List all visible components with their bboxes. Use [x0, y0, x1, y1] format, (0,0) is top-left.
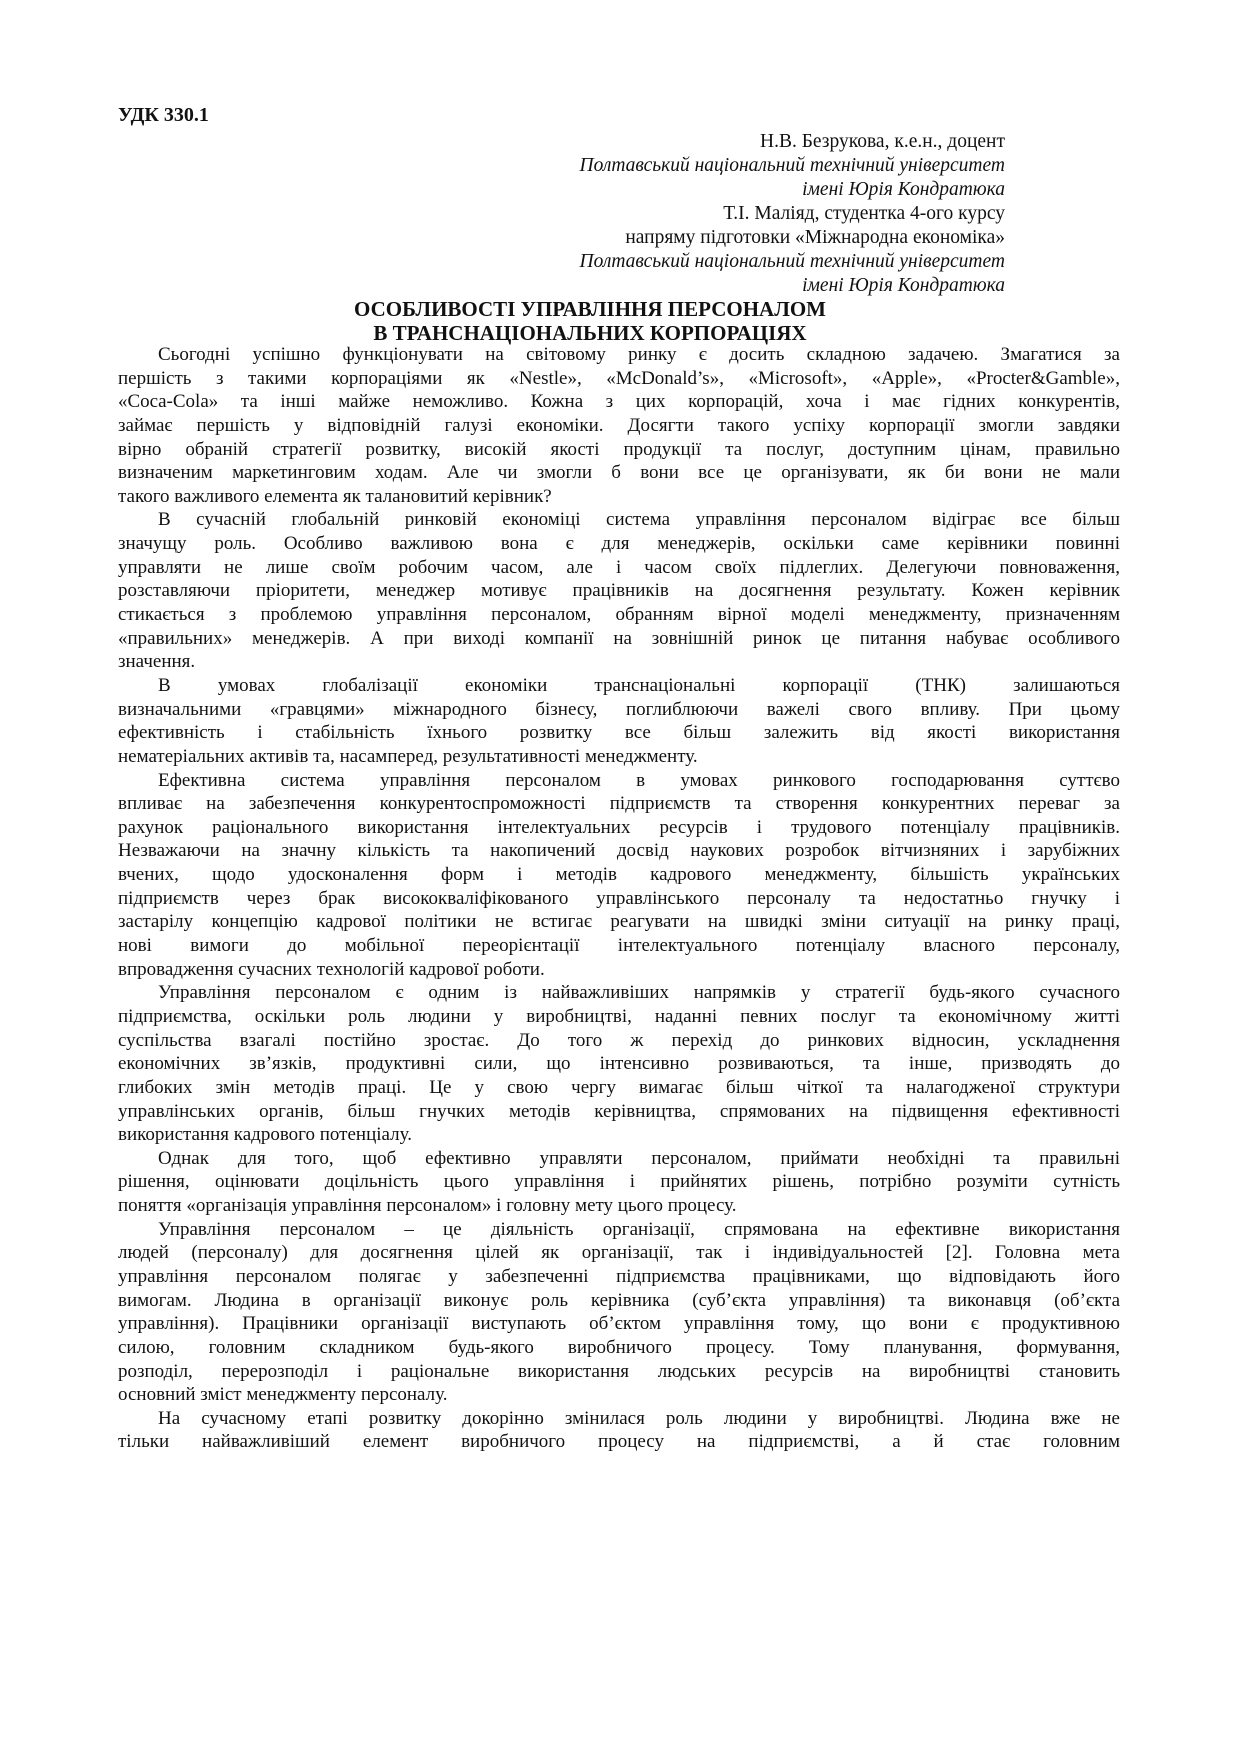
- text-line: використання кадрового потенціалу.: [118, 1124, 412, 1146]
- text-line: вимогам. Людина в організації виконує роль керівника (суб’єкта управління) та виконавця (об’єкта: [118, 1289, 1120, 1311]
- paragraph: [118, 508, 1120, 673]
- article-body: [118, 343, 1120, 1454]
- author-affiliation: Полтавський національний технічний університет: [579, 155, 1005, 176]
- text-line: вірно обраній стратегії розвитку, високій якості продукції та послуг, доступним цінам, правильно: [118, 438, 1120, 460]
- author-name: Т.І. Маліяд, студентка 4-ого курсу: [723, 203, 1005, 224]
- text-line: значення.: [118, 651, 196, 673]
- text-line: застарілу концепцію кадрової політики не встигає реагувати на швидкі зміни ситуації на ринку праці,: [118, 911, 1120, 933]
- text-line: Управління персоналом – це діяльність організації, спрямована на ефективне використання: [158, 1218, 1120, 1240]
- author-affiliation: імені Юрія Кондратюка: [802, 179, 1005, 200]
- author-affiliation: імені Юрія Кондратюка: [802, 275, 1005, 296]
- text-line: розставляючи пріоритети, менеджер мотивує працівників на досягнення результату. Кожен керівник: [118, 580, 1120, 602]
- text-line: управління). Працівники організації виступають об’єктом управління тому, що вони є продуктивною: [118, 1313, 1120, 1335]
- author-name: Н.В. Безрукова, к.е.н., доцент: [760, 131, 1005, 152]
- text-line: розподіл, перерозподіл і раціональне використання людських ресурсів на виробництві становить: [118, 1360, 1120, 1382]
- text-line: людей (персоналу) для досягнення цілей як організації, так і індивідуальностей [2]. Головна мета: [118, 1242, 1120, 1264]
- text-line: тільки найважливіший елемент виробничого процесу на підприємстві, а й стає головним: [118, 1431, 1120, 1453]
- text-line: вчених, щодо удосконалення форм і методів кадрового менеджменту, більшість українських: [118, 864, 1120, 886]
- paragraph: [118, 1218, 1120, 1407]
- title-line-2: В ТРАНСНАЦІОНАЛЬНИХ КОРПОРАЦІЯХ: [373, 321, 807, 345]
- text-line: В умовах глобалізації економіки транснаціональні корпорації (ТНК) залишаються: [158, 674, 1120, 696]
- text-line: силою, головним складником будь-якого виробничого процесу. Тому планування, формування,: [118, 1336, 1120, 1358]
- paragraph: [118, 674, 1120, 769]
- text-line: ефективність і стабільність їхнього розвитку все більш залежить від якості використання: [118, 722, 1120, 744]
- text-line: В сучасній глобальній ринковій економіці система управління персоналом відіграє все більш: [158, 509, 1120, 531]
- text-line: На сучасному етапі розвитку докорінно змінилася роль людини у виробництві. Людина вже не: [158, 1407, 1120, 1429]
- paragraph: [118, 343, 1120, 508]
- text-line: рахунок раціонального використання інтелектуальних ресурсів і трудового потенціалу працівників.: [118, 816, 1120, 838]
- text-line: нові вимоги до мобільної переорієнтації інтелектуального потенціалу власного персоналу,: [118, 935, 1120, 957]
- text-line: управляти не лише своїм робочим часом, але і часом своїх підлеглих. Делегуючи повноваження,: [118, 556, 1120, 578]
- paragraph: [118, 981, 1120, 1146]
- text-line: стикається з проблемою управління персоналом, обранням вірної моделі менеджменту, призначенням: [118, 604, 1120, 626]
- text-line: «Coca-Cola» та інші майже неможливо. Кожна з цих корпорацій, хоча і має гідних конкурентів,: [118, 391, 1120, 413]
- text-line: глибоких змін методів праці. Це у свою чергу вимагає більш чіткої та налагодженої структури: [118, 1076, 1120, 1098]
- article-title: [118, 297, 1062, 345]
- text-line: управлінських органів, більш гнучких методів керівництва, спрямованих на підвищення ефективності: [118, 1100, 1120, 1122]
- paragraph: [118, 1147, 1120, 1218]
- text-line: Сьогодні успішно функціонувати на світовому ринку є досить складною задачею. Змагатися за: [158, 344, 1120, 365]
- text-line: визначеним маркетинговим ходам. Але чи змогли б вони все це організувати, як би вони не мали: [118, 462, 1120, 484]
- text-line: Однак для того, щоб ефективно управляти персоналом, приймати необхідні та правильні: [158, 1147, 1120, 1169]
- author-affiliation: Полтавський національний технічний університет: [579, 251, 1005, 272]
- text-line: значущу роль. Особливо важливою вона є для менеджерів, оскільки саме керівники повинні: [118, 533, 1120, 555]
- text-line: визначальними «гравцями» міжнародного бізнесу, поглиблюючи важелі свого впливу. При цьому: [118, 698, 1120, 720]
- text-line: підприємства, оскільки роль людини у виробництві, наданні певних послуг та економічному житті: [118, 1005, 1120, 1027]
- text-line: підприємств через брак висококваліфікованого управлінського персоналу та недостатньо гнучку і: [118, 887, 1120, 909]
- udc-code: УДК 330.1: [118, 104, 209, 126]
- text-line: управління персоналом полягає у забезпеченні підприємства працівниками, що відповідають його: [118, 1265, 1120, 1287]
- text-line: Управління персоналом є одним із найважливіших напрямків у стратегії будь-якого сучасного: [158, 982, 1120, 1004]
- text-line: рішення, оцінювати доцільність цього управління і прийнятих рішень, потрібно розуміти сутність: [118, 1171, 1120, 1193]
- text-line: такого важливого елемента як талановитий керівник?: [118, 485, 552, 507]
- text-line: впровадження сучасних технологій кадрової роботи.: [118, 958, 545, 980]
- text-line: Незважаючи на значну кількість та накопичений досвід наукових розробок вітчизняних і зарубіжних: [118, 840, 1120, 862]
- text-line: першість з такими корпораціями як «Nestle», «McDonald’s», «Microsoft», «Apple», «Procter&Gamble»,: [118, 367, 1120, 389]
- title-line-1: ОСОБЛИВОСТІ УПРАВЛІННЯ ПЕРСОНАЛОМ: [353, 297, 827, 321]
- text-line: впливає на забезпечення конкурентоспроможності підприємств та створення конкурентних переваг за: [118, 793, 1120, 815]
- text-line: займає першість у відповідній галузі економіки. Досягти такого успіху корпорації змогли завдяки: [118, 414, 1120, 436]
- author-block: [579, 130, 1005, 298]
- text-line: суспільства взагалі постійно зростає. До того ж перехід до ринкових відносин, ускладнення: [118, 1029, 1120, 1051]
- text-line: «правильних» менеджерів. А при виході компанії на зовнішній ринок це питання набуває особливого: [118, 627, 1120, 649]
- text-line: економічних зв’язків, продуктивні сили, що інтенсивно розвиваються, та інше, призводять до: [118, 1053, 1120, 1075]
- text-line: Ефективна система управління персоналом в умовах ринкового господарювання суттєво: [158, 769, 1120, 791]
- author-name: напряму підготовки «Міжнародна економіка»: [625, 227, 1005, 248]
- paragraph: [118, 1407, 1120, 1454]
- text-line: поняття «організація управління персоналом» і головну мету цього процесу.: [118, 1195, 737, 1217]
- text-line: основний зміст менеджменту персоналу.: [118, 1384, 448, 1406]
- paragraph: [118, 769, 1120, 982]
- text-line: нематеріальних активів та, насамперед, результативності менеджменту.: [118, 745, 698, 767]
